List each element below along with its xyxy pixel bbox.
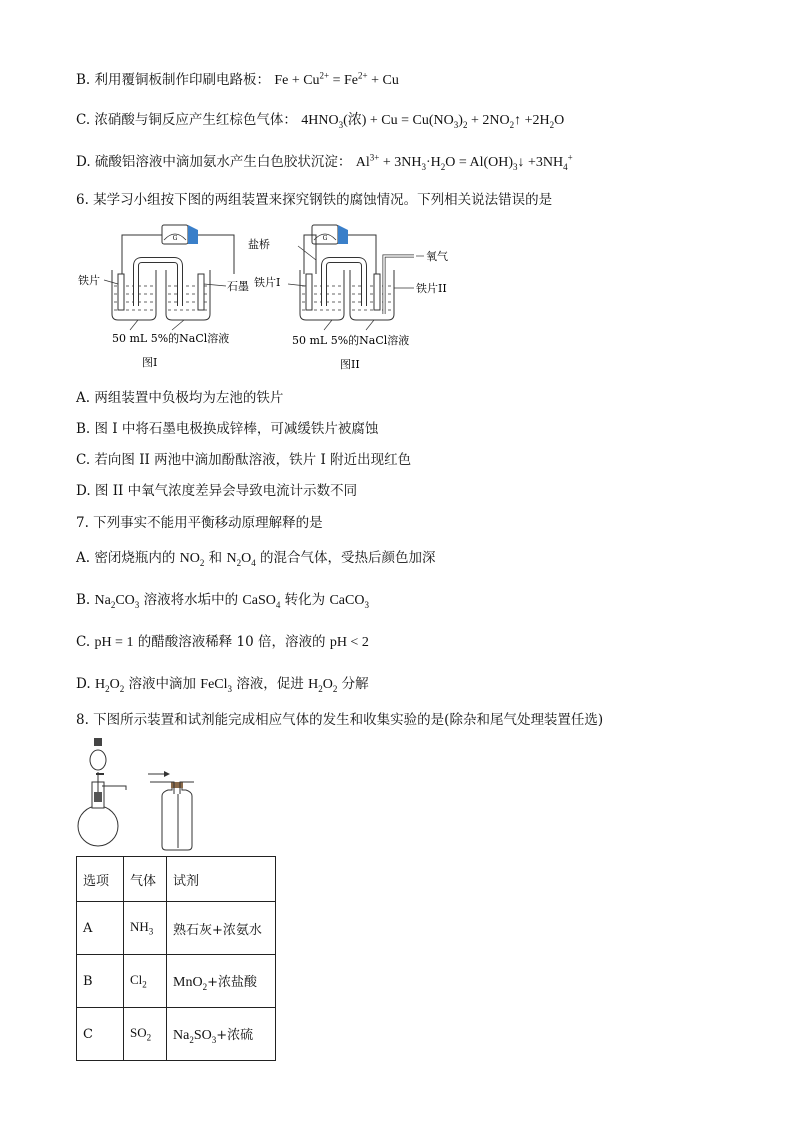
q7-option-c [76, 630, 369, 651]
table-cell-reagent-tail: +浓硫 [216, 1027, 254, 1043]
table-row [77, 955, 276, 1008]
fig1-meter-letter: G [172, 235, 178, 242]
q7-a-formula-2: $N_2O_4$ [226, 551, 256, 568]
q7-option-d [76, 672, 369, 694]
table-cell-gas: $SO_2$ [124, 1008, 167, 1061]
fig1-left-label: 铁片 [78, 274, 100, 287]
q7-option-b [76, 588, 369, 610]
q5-option-d-text: D. 硫酸铝溶液中滴加氨水产生白色胶状沉淀： [76, 154, 352, 170]
q7-a-text-1: A. 密闭烧瓶内的 [76, 550, 176, 566]
q8-apparatus-figure [74, 736, 214, 854]
q5-option-c [76, 108, 564, 130]
fig1-name: 图I [142, 356, 158, 369]
table-row [77, 902, 276, 955]
q8-stem: 8. 下图所示装置和试剂能完成相应气体的发生和收集实验的是(除杂和尾气处理装置任选) [76, 712, 604, 728]
q5-option-b-text: B. 利用覆铜板制作印刷电路板： [76, 72, 271, 88]
q7-stem: 7. 下列事实不能用平衡移动原理解释的是 [76, 515, 323, 531]
q7-c-text-1: C. [76, 634, 91, 650]
fig2-right-label: 铁片II [416, 282, 447, 295]
q6-option-b: B. 图 I 中将石墨电极换成锌棒，可减缓铁片被腐蚀 [76, 421, 379, 437]
fig2-bridge-label: 盐桥 [248, 238, 270, 251]
table-header-row [77, 857, 276, 902]
fig1-right-label: 石墨 [227, 280, 249, 293]
q7-d-text-3: 溶液，促进 [236, 676, 304, 692]
q7-d-formula-1: $H_2O_2$ [94, 677, 125, 694]
fig2-meter-letter: G [322, 235, 328, 242]
q7-b-formula-3: CaCO$_3$ [329, 593, 369, 610]
galvanometer-icon [162, 225, 198, 244]
q7-b-text-3: 转化为 [284, 592, 326, 608]
table-cell-gas: $Cl_2$ [124, 955, 167, 1008]
q7-d-text-1: D. [76, 676, 91, 692]
table-cell-reagent: $Na_2SO_3+$浓硫 [167, 1008, 276, 1061]
q5-option-b-equation: $Fe + Cu^{2+} = Fe^{2+} + Cu$ [274, 70, 399, 88]
table-cell-gas: $NH_3$ [124, 902, 167, 955]
table-cell-reagent: 熟石灰+浓氨水 [167, 902, 276, 955]
table-header-cell: 选项 [77, 857, 124, 902]
q7-b-text-2: 溶液将水垢中的 [143, 592, 239, 608]
table-header-cell: 气体 [124, 857, 167, 902]
q7-d-text-4: 分解 [341, 676, 369, 692]
fig2-left-label: 铁片I [254, 276, 281, 289]
q7-c-formula-2: pH < 2 [329, 635, 369, 650]
table-row [77, 1008, 276, 1061]
fig2-oxygen-label: 氧气 [426, 250, 448, 263]
q7-a-formula-1: $NO_2$ [179, 551, 205, 568]
fig1-solution-label: 50 mL 5%的NaCl溶液 [112, 332, 230, 345]
q5-option-b [76, 68, 399, 89]
table-cell-option: A [77, 902, 124, 955]
table-cell-option: B [77, 955, 124, 1008]
q7-option-a [76, 546, 436, 568]
table-cell-reagent: MnO$_2$+浓盐酸 [167, 955, 276, 1008]
q5-option-d-equation: $Al^{3+} + 3NH_3\cdot H_2O$ = $Al(OH)_3↓ +3NH_4^+$ [355, 152, 573, 172]
q7-d-formula-3: $H_2O_2$ [308, 677, 338, 694]
fig2-solution-label: 50 mL 5%的NaCl溶液 [292, 334, 410, 347]
table-cell-option: C [77, 1008, 124, 1061]
q6-option-a: A. 两组装置中负极均为左池的铁片 [76, 390, 284, 406]
q7-a-text-2: 和 [208, 550, 223, 566]
q6-option-d: D. 图 II 中氧气浓度差异会导致电流计示数不同 [76, 483, 358, 499]
q7-c-text-2: 的醋酸溶液稀释 10 倍，溶液的 [137, 634, 326, 650]
galvanometer-icon [312, 225, 348, 244]
q7-a-text-3: 的混合气体，受热后颜色加深 [260, 550, 436, 566]
q6-stem: 6. 某学习小组按下图的两组装置来探究钢铁的腐蚀情况。下列相关说法错误的是 [76, 192, 553, 208]
gas-bottle-icon [150, 782, 194, 850]
q7-b-text-1: B. [76, 592, 91, 608]
q7-b-formula-2: CaSO$_4$ [242, 593, 281, 610]
q7-c-formula-1: pH = 1 [94, 635, 134, 650]
q8-options-table [76, 856, 276, 1061]
q5-option-c-equation: $4HNO_3$(浓) + $Cu = Cu(NO_3)_2$ + $2NO_2↑ +2H_2O$ [301, 113, 565, 130]
q6-figure-2 [244, 222, 464, 374]
q7-d-text-2: 溶液中滴加 [128, 676, 196, 692]
q7-d-formula-2: FeCl$_3$ [200, 677, 233, 694]
round-flask-icon [78, 738, 126, 846]
q7-b-formula-1: $Na_2CO_3$ [94, 593, 140, 610]
q6-option-c: C. 若向图 II 两池中滴加酚酞溶液，铁片 I 附近出现红色 [76, 452, 412, 468]
fig2-name: 图II [340, 358, 360, 371]
table-header-cell: 试剂 [167, 857, 276, 902]
q5-option-d [76, 150, 573, 172]
q5-option-c-text: C. 浓硝酸与铜反应产生红棕色气体： [76, 112, 297, 128]
